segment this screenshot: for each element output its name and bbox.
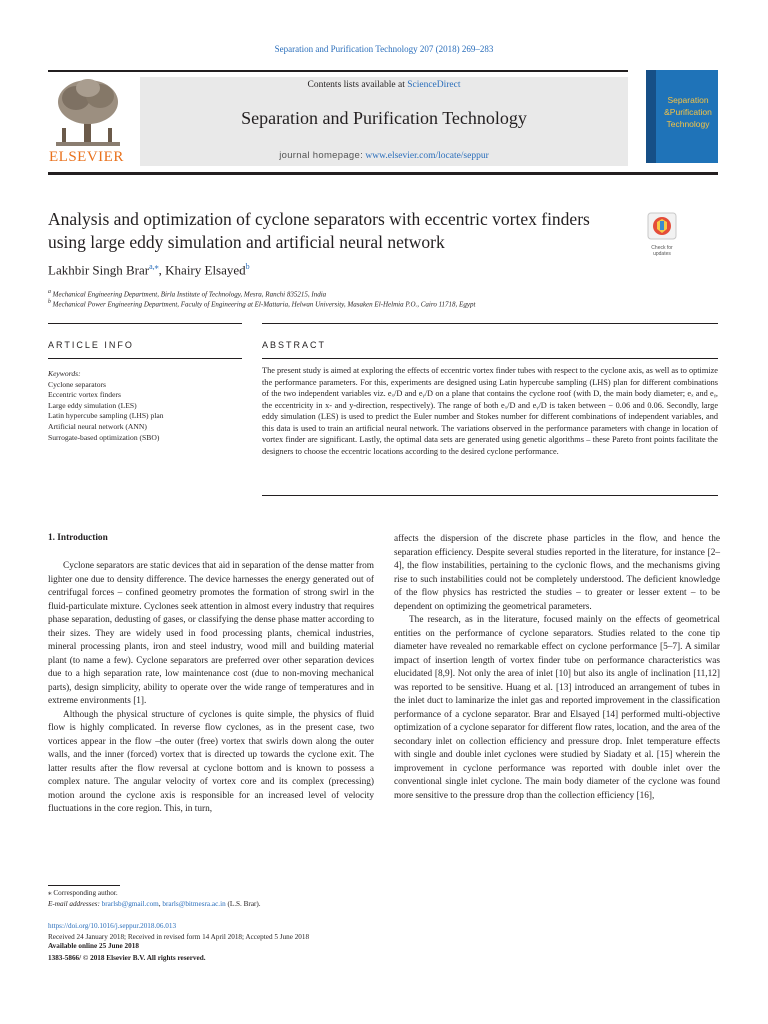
sciencedirect-link[interactable]: ScienceDirect — [407, 80, 461, 90]
paragraph: affects the dispersion of the discrete phase particles in the flow, and hence the separation efficiency. Despite several studies reported in the literature, for instance [2–4], the flow instabilities, pertaining to the cyclonic flows, and the mechanisms giving rise to such instabilities could not be completely understood. The deficient knowledge of the flow physics has restricted the studies – to greater or lesser extent – to be dependent on optimizing the geometrical parameters. — [394, 534, 720, 612]
header-divider — [48, 70, 628, 72]
copyright: 1383-5866/ © 2018 Elsevier B.V. All rights reserved. — [48, 954, 206, 962]
journal-title: Separation and Purification Technology — [241, 108, 527, 128]
affiliation-a: $^a$ Mechanical Engineering Department, Birla Institute of Technology, Mesra, Ranchi 835215, India — [48, 289, 327, 299]
header-bottom-rule — [48, 172, 718, 175]
cover-title: Separation &Purification Technology — [664, 95, 712, 129]
homepage-line — [140, 150, 628, 161]
article-info-top-rule — [48, 323, 242, 324]
footnote-rule — [48, 885, 120, 886]
email-label: E-mail addresses: — [48, 900, 100, 908]
abstract-text: The present study is aimed at exploring the effects of eccentric vortex finder tubes with respect to the cyclone axis, as well as to optimize the performance parameters. For this, experiments are designed using Latin hypercube sampling (LHS) plan for different combinations of the two independent variables viz. eₓ/D and eᵧ/D on a plane that contains the cyclone roof (with D, the main body diameter; eₓ and eᵧ, the eccentricity in x- and y-direction, respectively). The range of both eₓ/D and eᵧ/D is taken between − 0.06 and 0.06. Secondly, large eddy simulation (LES) is used to predict the Euler number and Stokes number for different combinations of independent variables, and this data is used to train an artificial neural network. The variations observed in the performance parameters with change in location of vortex finder are significant. Lastly, the optimal data sets are generated using genetic algorithms – these Pareto front points facilitate the designers to choose the eccentric locations according to the desired cyclone performance. — [262, 366, 718, 456]
section-heading-introduction: 1. Introduction — [48, 533, 108, 543]
author-list: Lakhbir Singh Brar$^{a,⁎}$, Khairy Elsayed$^b$ — [48, 262, 250, 278]
author-affiliation-mark[interactable]: a,⁎ — [149, 262, 159, 271]
cover-band — [646, 70, 656, 163]
corresponding-author-note: ⁎ Corresponding author. — [48, 889, 118, 897]
email-suffix: (L.S. Brar). — [227, 900, 261, 908]
author-name: Lakhbir Singh Brar — [48, 262, 150, 278]
author-affiliation-mark[interactable]: b — [245, 262, 250, 271]
journal-cover-thumbnail[interactable] — [646, 70, 718, 163]
crossmark-label: Check for updates — [651, 245, 673, 257]
homepage-link[interactable]: www.elsevier.com/locate/seppur — [365, 151, 489, 161]
paper-title: Analysis and optimization of cyclone separators with eccentric vortex finders using large eddy simulation and artificial neural network — [48, 209, 590, 252]
doi-link[interactable]: https://doi.org/10.1016/j.seppur.2018.06.013 — [48, 922, 177, 930]
crossmark-badge[interactable] — [645, 212, 679, 257]
journal-citation-link[interactable]: Separation and Purification Technology 207 (2018) 269–283 — [274, 44, 494, 54]
article-info-heading: ARTICLE INFO — [48, 340, 134, 350]
homepage-label: journal homepage: — [279, 150, 364, 161]
affiliation-b: $^b$ Mechanical Power Engineering Department, Faculty of Engineering at El-Mattaria, Helwan University, Masaken El-Helmia P.O., Cairo 11718, Egypt — [48, 299, 476, 309]
right-column — [394, 533, 720, 803]
paragraph: Although the physical structure of cyclones is quite simple, the physics of fluid flow is highly complicated. In reverse flow cyclones, as in the present case, two vortices appear in the flow –the outer (free) vortex that swirls down along the outer walls, and the inner (forced) vortex that is directed up towards the cyclone exit. The latter results after the flow reversal at cyclone bottom and is known to possess a complex nature. The angular velocity of vortex core and its complex (precessing) motion around the cyclone axis is responsible for an increased level of velocity fluctuations in the core region. This, in turn, — [48, 709, 374, 814]
email-link[interactable]: brarlsb@gmail.com — [101, 900, 159, 908]
keyword-item: Large eddy simulation (LES) — [48, 400, 137, 410]
paragraph: Cyclone separators are static devices that aid in separation of the dense matter from lighter one due to density difference. The device harnesses the energy generated out of centrifugal forces – confined geometry promotes the formation of strong swirl in the fluid-particulate mixture. Cyclones seek attention in almost every industry that requires phase separation, dedusting of gases, or classifying the dense phase matter according to their sizes. They are widely used in food processing plants, chemical industries, mineral processing plants, iron and steel industry, wood mill and building material plant (to name a few). Cyclone separators are preferred over other separation devices due to a high separation rate, low maintenance cost (due to non-moving mechanical parts), design simplicity, ability to operate over the wide range of temperatures and in extreme environments [1]. — [48, 561, 374, 706]
abstract-rule — [262, 358, 718, 359]
keyword-item: Eccentric vortex finders — [48, 390, 121, 400]
keywords-label: Keywords: — [48, 369, 81, 378]
email-line: E-mail addresses: brarlsb@gmail.com, brarls@bitmesra.ac.in (L.S. Brar). — [48, 900, 261, 908]
abstract-bottom-rule — [262, 495, 718, 496]
keyword-item: Cyclone separators — [48, 379, 106, 389]
keywords-block — [48, 369, 248, 443]
keyword-item: Latin hypercube sampling (LHS) plan — [48, 411, 164, 421]
left-column — [48, 560, 374, 817]
keyword-item: Surrogate-based optimization (SBO) — [48, 432, 160, 442]
elsevier-wordmark: ELSEVIER — [49, 149, 124, 165]
available-online: Available online 25 June 2018 — [48, 942, 139, 950]
article-info-rule — [48, 358, 242, 359]
paragraph: The research, as in the literature, focused mainly on the effects of geometrical entities on the performance of cyclone separators. Studies related to the cone tip diameter have revealed no remarkable effect on cyclone performance [5–7]. A similar impact of insertion length of vortex finder tube on performance characteristics was elucidated [8,9]. Not only the area of inlet [10] but also its angle of inclination [11,12] was reported to be sensitive. Huang et al. [13] introduced an arrangement of tubes in the inlet duct to laminarize the inlet gas and reported improvement in the classification performance of a cyclone separator. Brar and Elsayed [14] performed multi-objective optimization of a cyclone separator for different flow rates, location, and the area of the secondary inlet on collection efficiency and pressure drop. Inlet temperature effects with single and double inlet cyclones were studied by Siadaty et al. [15] wherein the improvement in cyclone performance was reported with double inlet over the conventional single inlet cyclone. The main body diameter of the cyclone was found more sensitive to the pressure drop than the collection efficiency [16], — [394, 615, 720, 801]
keyword-item: Artificial neural network (ANN) — [48, 421, 147, 431]
abstract-top-rule — [262, 323, 718, 324]
received-dates: Received 24 January 2018; Received in revised form 14 April 2018; Accepted 5 June 2018 — [48, 933, 310, 941]
author-name: Khairy Elsayed — [165, 262, 246, 278]
contents-prefix: Contents lists available at — [307, 80, 405, 90]
abstract-heading: ABSTRACT — [262, 340, 327, 350]
contents-line — [140, 80, 628, 90]
email-link[interactable]: brarls@bitmesra.ac.in — [162, 900, 226, 908]
